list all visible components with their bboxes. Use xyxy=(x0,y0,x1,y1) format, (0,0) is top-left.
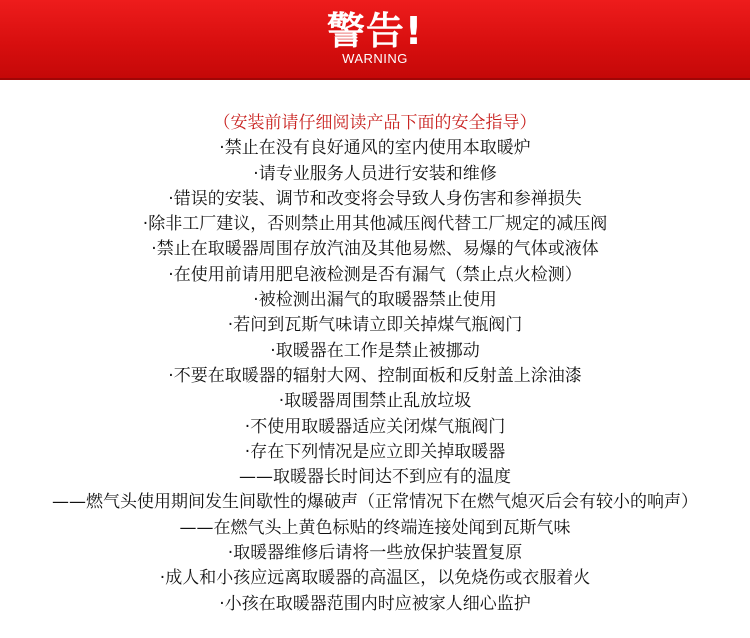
safety-item: ·请专业服务人员进行安装和维修 xyxy=(253,163,497,184)
safety-instructions xyxy=(0,111,750,617)
safety-item: ·若问到瓦斯气味请立即关掉煤气瓶阀门 xyxy=(227,315,523,336)
safety-item: ·取暖器维修后请将一些放保护装置复原 xyxy=(227,543,523,564)
safety-item: ·禁止在没有良好通风的室内使用本取暖炉 xyxy=(219,138,531,159)
safety-subitem: ——在燃气头上黄色标贴的终端连接处闻到瓦斯气味 xyxy=(179,517,571,538)
safety-item: ·除非工厂建议，否则禁止用其他减压阀代替工厂规定的减压阀 xyxy=(142,214,608,235)
warning-subtitle: WARNING xyxy=(342,51,408,66)
safety-item: ·错误的安装、调节和改变将会导致人身伤害和参禅损失 xyxy=(168,188,582,209)
safety-item: ·不要在取暖器的辐射大网、控制面板和反射盖上涂油漆 xyxy=(168,365,582,386)
warning-title: 警告! xyxy=(326,9,424,53)
safety-subitem: ——取暖器长时间达不到应有的温度 xyxy=(239,467,511,488)
safety-item: ·不使用取暖器适应关闭煤气瓶阀门 xyxy=(244,416,506,437)
banner-divider xyxy=(0,78,750,80)
safety-item: ·取暖器周围禁止乱放垃圾 xyxy=(278,391,472,412)
safety-subitem: ——燃气头使用期间发生间歇性的爆破声（正常情况下在燃气熄灭后会有较小的响声） xyxy=(52,492,698,513)
safety-item: ·取暖器在工作是禁止被挪动 xyxy=(270,340,480,361)
safety-item: ·禁止在取暖器周围存放汽油及其他易燃、易爆的气体或液体 xyxy=(151,239,599,260)
safety-item: ·被检测出漏气的取暖器禁止使用 xyxy=(253,290,497,311)
warning-banner xyxy=(0,0,750,78)
safety-item: ·成人和小孩应远离取暖器的高温区，以免烧伤或衣服着火 xyxy=(159,568,591,589)
safety-intro: （安装前请仔细阅读产品下面的安全指导） xyxy=(213,113,537,133)
safety-item: ·小孩在取暖器范围内时应被家人细心监护 xyxy=(219,593,531,614)
safety-item: ·存在下列情况是应立即关掉取暖器 xyxy=(244,441,506,462)
safety-item: ·在使用前请用肥皂液检测是否有漏气（禁止点火检测） xyxy=(168,264,582,285)
